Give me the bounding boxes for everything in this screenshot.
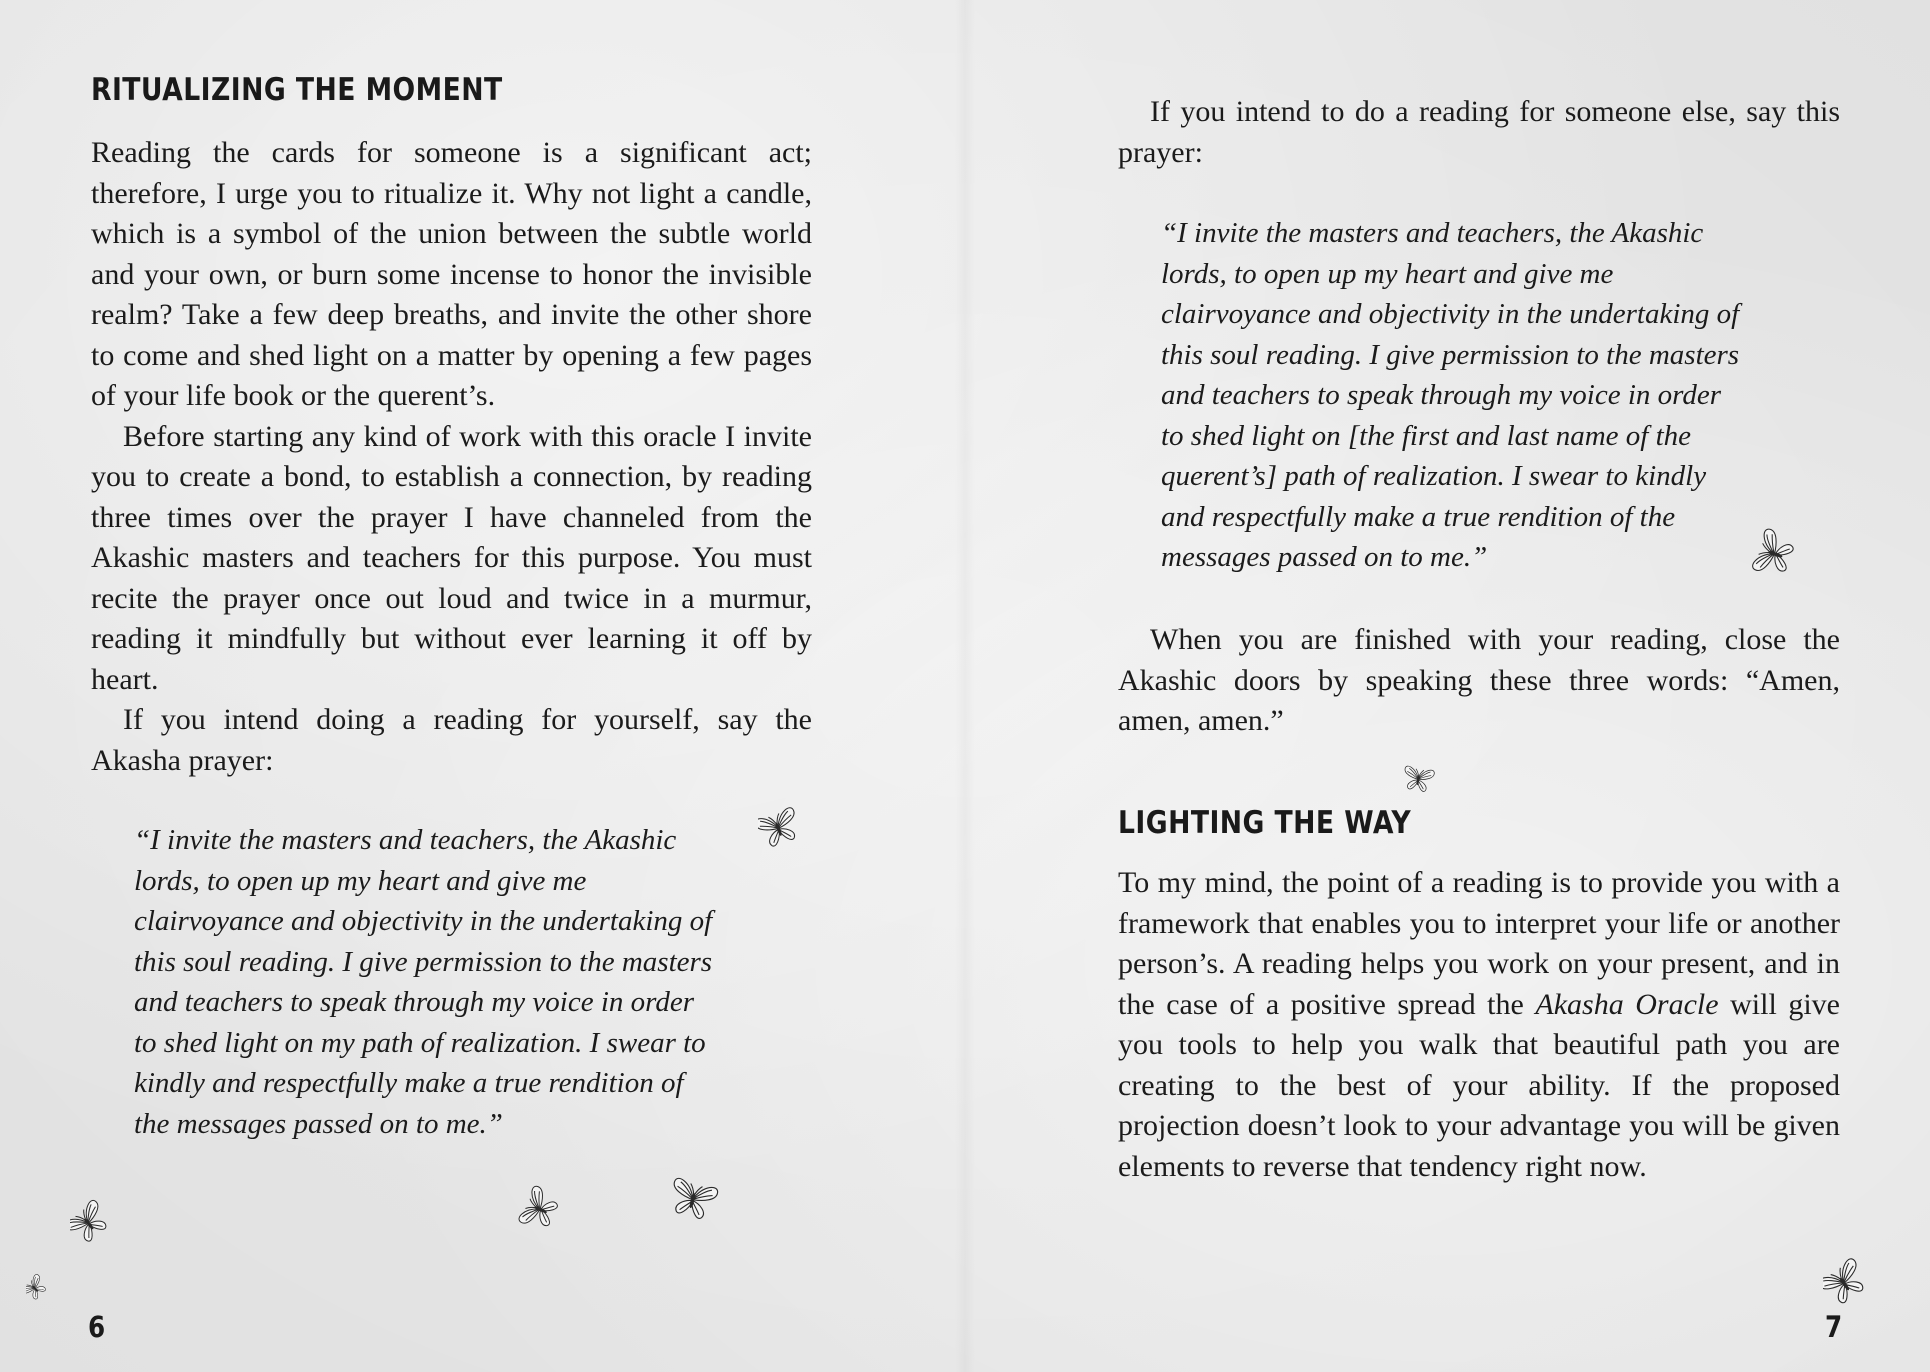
prayer-line: and teachers to speak through my voice in order — [1161, 379, 1722, 411]
butterfly-icon — [518, 1160, 582, 1238]
butterfly-icon — [662, 1176, 740, 1246]
prayer-line: the messages passed on to me.” — [134, 1107, 503, 1140]
prayer-line: clairvoyance and objectivity in the undertaking of — [134, 905, 713, 937]
butterfly-icon — [70, 1190, 138, 1258]
page-number-right: 7 — [1825, 1310, 1843, 1344]
intro-paragraph: If you intend to do a reading for someone else, say this prayer: — [1118, 95, 1840, 169]
prayer-line: “I invite the masters and teachers, the Akashic — [134, 824, 677, 856]
akasha-prayer-other — [1161, 213, 1739, 578]
prayer-line: clairvoyance and objectivity in the undertaking of — [1161, 298, 1740, 330]
lighting-text-start: To my mind, the point of a reading is to provide you with a framework that enables you to interpret your life or another person’s. A reading helps you work on your present, and in the case of a positive spread the — [1118, 866, 1840, 1021]
left-body-text — [91, 133, 812, 781]
closing-paragraph: When you are finished with your reading, close the Akashic doors by speaking these three words: “Amen, amen, amen.” — [1118, 623, 1840, 737]
page-number-left: 6 — [88, 1310, 106, 1344]
paragraph-3: If you intend doing a reading for yourself, say the Akasha prayer: — [91, 703, 812, 777]
akasha-prayer-self — [134, 820, 712, 1144]
prayer-line: messages passed on to me.” — [1161, 541, 1488, 573]
section-heading-ritualizing: RITUALIZING THE MOMENT — [91, 72, 503, 108]
right-page — [965, 0, 1930, 1372]
prayer-line: this soul reading. I give permission to the masters — [1161, 338, 1740, 371]
prayer-line: and teachers to speak through my voice in order — [134, 986, 695, 1018]
prayer-line: lords, to open up my heart and give me — [134, 864, 587, 897]
prayer-line: to shed light on [the first and last name of the — [1161, 419, 1692, 452]
prayer-line: “I invite the masters and teachers, the Akashic — [1161, 217, 1704, 249]
prayer-line: this soul reading. I give permission to the masters — [134, 945, 713, 978]
right-body-text — [1118, 863, 1840, 1187]
butterfly-icon — [26, 1262, 78, 1314]
right-intro-text — [1118, 92, 1840, 173]
butterfly-icon — [1747, 502, 1815, 586]
paragraph-1: Reading the cards for someone is a significant act; therefore, I urge you to ritualize it. Why not light a candle, which is a symbol of the union between the subtle world and your own, or burn some incense to honor the invisible realm? Take a few deep breaths, and invite the other shore to come and shed light on a matter by opening a few pages of your life book or the querent’s. — [91, 136, 812, 412]
prayer-line: lords, to open up my heart and give me — [1161, 257, 1614, 290]
prayer-line: and respectfully make a true rendition of the — [1161, 500, 1676, 533]
prayer-line: querent’s] path of realization. I swear to kindly — [1161, 460, 1707, 492]
book-title: Akasha Oracle — [1535, 987, 1719, 1021]
lighting-paragraph — [1118, 863, 1840, 1187]
section-heading-lighting: LIGHTING THE WAY — [1118, 805, 1412, 841]
lighting-text-end: will give you tools to help you walk that beautiful path you are creating to the best of your ability. If the proposed projection doesn’t look to your advantage you will be given elements to reverse that tendency right now. — [1118, 987, 1841, 1183]
prayer-line: kindly and respectfully make a true rendition of — [134, 1067, 684, 1099]
right-closing-text — [1118, 620, 1840, 742]
butterfly-icon — [758, 800, 826, 868]
prayer-line: to shed light on my path of realization. I swear to — [134, 1026, 706, 1059]
paragraph-2: Before starting any kind of work with this oracle I invite you to create a bond, to establish a connection, by reading three times over the prayer I have channeled from the Akashic masters and teachers for this purpose. You must recite the prayer once out loud and twice in a murmur, reading it mindfully but without ever learning it off by heart. — [91, 419, 812, 696]
